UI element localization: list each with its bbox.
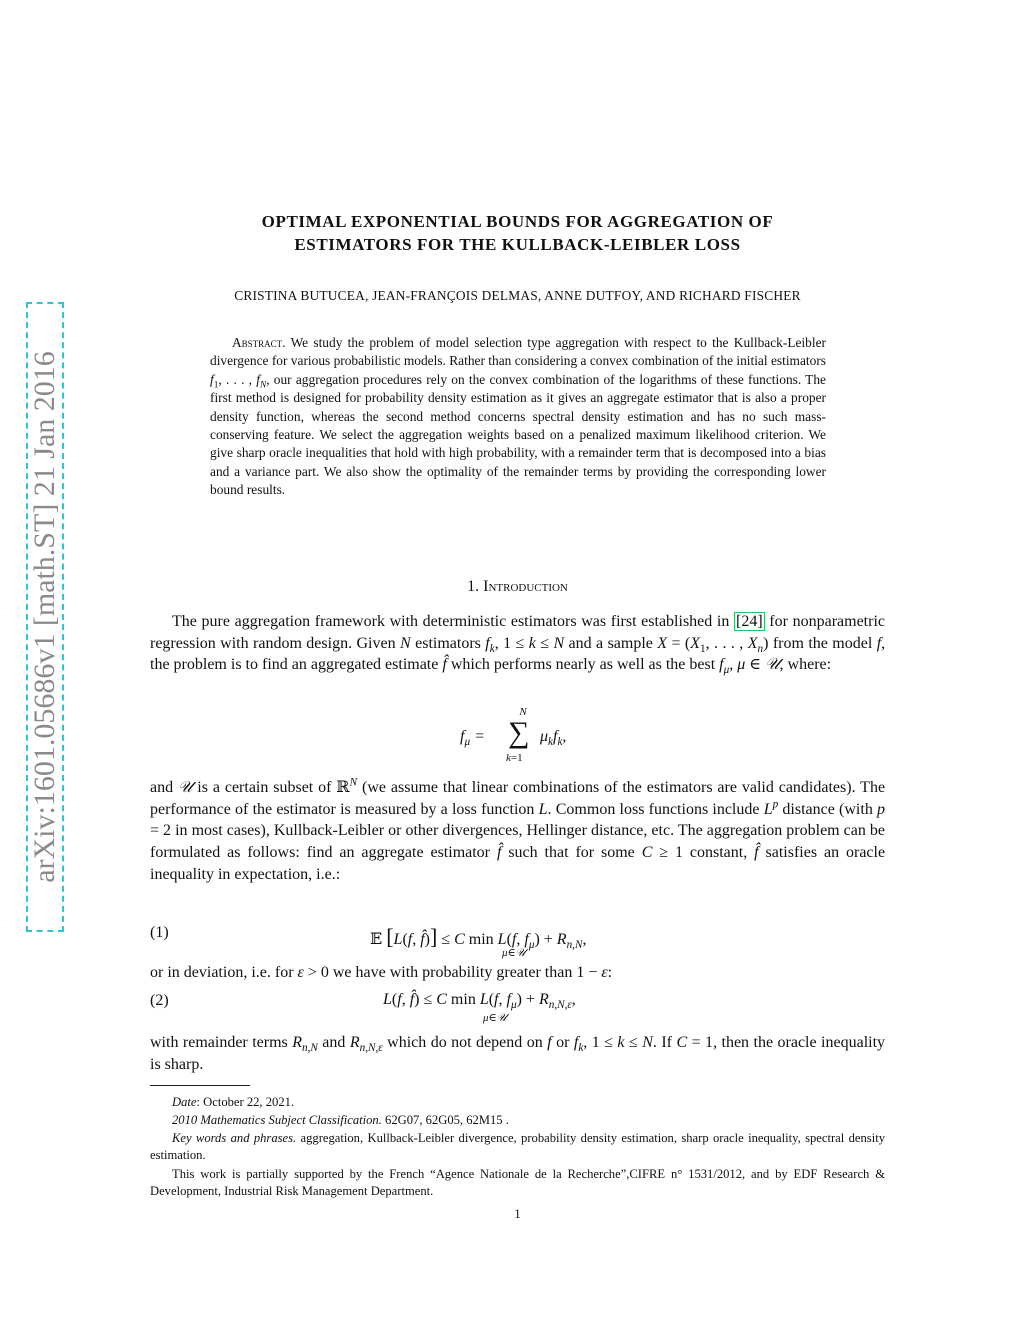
equation-2-number: (2) [150,992,169,1009]
arxiv-id: arXiv:1601.05686v1 [math.ST] 21 Jan 2016 [28,351,61,883]
footnote-msc [150,1112,885,1129]
abstract-math-estimators: f [210,371,214,387]
keywords-value: aggregation, Kullback-Leibler divergence, probability density estimation, sharp oracle inequality, spectral density estimation. [150,1131,885,1162]
text: and [322,1034,346,1051]
text: we have with probability greater than [332,964,573,981]
intro-paragraph-3: or in deviation, i.e. for ε > 0 we have with probability greater than 1 − ε: [150,964,613,981]
text: The pure aggregation framework with deterministic estimators was first established in [172,613,730,630]
keywords-label: Key words and phrases. [172,1131,297,1145]
equation-1: 𝔼 [L(f, f̂)] ≤ C min L(f, $f_\mu) + R_{n,N}$, μ∈𝒰 [370,924,587,959]
text: estimators [415,634,481,652]
text: (we assume that linear combinations of the estimators are valid candidates). The performance of the estimator is measured by a loss function [150,779,886,818]
abstract-label: Abstract. [232,335,286,350]
text: with remainder terms [150,1034,288,1051]
arxiv-stamp[interactable] [26,302,64,932]
intro-paragraph-1: The pure aggregation framework with deterministic estimators was first established in [24] for nonparametric regression with random design. Given N estimators $f_k$, 1 ≤ k ≤ N and a sample $X = (X_1$, . . . , $X_n$) from the model f, the problem is to find an aggregated estimate f̂ which performs nearly as well as the best $f_\mu$, μ ∈ 𝒰, where: [150,613,886,677]
abstract: Abstract. We study the problem of model selection type aggregation with respect to the Kullback-Leibler divergence for various probabilistic models. Rather than considering a convex combination of the initial estimators $f_1$, . . . , $f_N$, our aggregation procedures rely on the convex combination of the logarithms of these functions. The first method is designed for probability density estimation as it gives an aggregate estimator that is also a proper density function, whereas the second method concerns spectral density estimation and has no such mass-conserving feature. We select the aggregation weights based on a penalized maximum likelihood criterion. We give sharp oracle inequalities that hold with high probability, with a remainder term that is decomposed into a bias and a variance part. We also show the optimality of the remainder terms by providing the corresponding lower bound results. [210,335,826,498]
section-number: 1. [467,578,480,595]
date-label: Date [172,1095,197,1109]
text: satisfies an oracle inequality in expectation, i.e.: [150,844,886,883]
intro-paragraph-4: with remainder terms $R_{n,N}$ and $R_{n,N,\varepsilon}$ which do not depend on f or $f_k$, 1 ≤ k ≤ N. If C = 1, then the oracle inequality is sharp. [150,1034,886,1073]
footnote-rule [150,1085,250,1086]
abstract-text-2: , our aggregation procedures rely on the convex combination of the logarithms of these functions. The first method is designed for probability density estimation as it gives an aggregate estimator that is also a proper density function, whereas the second method concerns spectral density estimation and has no such mass-conserving feature. We select the aggregation weights based on a penalized maximum likelihood criterion. We give sharp oracle inequalities that hold with high probability, with a remainder term that is decomposed into a bias and a variance part. We also show the optimality of the remainder terms by providing the corresponding lower bound results. [210,371,826,498]
footnote-keywords [150,1130,885,1163]
text: in most cases), Kullback-Leibler or other divergences, Hellinger distance, etc. The aggregation problem can be formulated as follows: find an aggregate estimator [150,822,885,862]
section-heading [150,578,885,596]
section-title: Introduction [483,578,568,595]
citation-link[interactable]: [24] [736,613,763,630]
equation-2: L(f, f̂) ≤ C min L(f, $f_\mu) + R_{n,N,\varepsilon}$, μ∈𝒰 [383,991,576,1024]
footnote-support: This work is partially supported by the French “Agence Nationale de la Recherche”,CIFRE n° 1531/2012, and by EDF Research & Development, Industrial Risk Management Department. [150,1167,885,1198]
text: or [556,1034,570,1051]
text: constant, [689,844,748,862]
equation-aggregate: $f_\mu$ = N ∑ k=1 $\mu_kf_k$, [460,706,567,764]
text: from the model [772,634,873,652]
msc-value: 62G07, 62G05, 62M15 . [385,1113,509,1127]
text: . If [652,1034,672,1051]
title-line-2: ESTIMATORS FOR THE KULLBACK-LEIBLER LOSS [294,235,741,254]
text: , then the oracle inequality is sharp. [150,1034,886,1073]
text: such that for some [508,844,635,862]
footnote-date [150,1094,885,1111]
paper-title [150,210,885,256]
page-number: 1 [514,1206,521,1221]
text: and [150,779,174,796]
text: which performs nearly as well as the best [450,656,716,674]
msc-label: 2010 Mathematics Subject Classification. [172,1113,382,1127]
text: : [607,964,613,981]
text: or in deviation, i.e. for [150,964,294,981]
intro-paragraph-2: and 𝒰 is a certain subset of ℝ$^N$ (we assume that linear combinations of the estimators are valid candidates). The performance of the estimator is measured by a loss function L. Common loss functions include $L^p$ distance (with p = 2 in most cases), Kullback-Leibler or other divergences, Hellinger distance, etc. The aggregation problem can be formulated as follows: find an aggregate estimator f̂ such that for some C ≥ 1 constant, f̂ satisfies an oracle inequality in expectation, i.e.: [150,776,886,883]
abstract-text-1: We study the problem of model selection type aggregation with respect to the Kullback-Leibler divergence for various probabilistic models. Rather than considering a convex combination of the initial estimators [210,335,826,369]
date-value: : October 22, 2021. [196,1095,295,1109]
equation-1-number: (1) [150,924,169,941]
text: , where: [779,656,832,674]
text: distance (with [782,800,873,818]
text: . Common loss functions include [547,800,760,818]
text: which do not depend on [387,1034,543,1051]
authors: CRISTINA BUTUCEA, JEAN-FRANÇOIS DELMAS, ANNE DUTFOY, AND RICHARD FISCHER [234,288,801,303]
text: is a certain subset of [197,779,332,796]
text: and a sample [568,634,653,652]
title-line-1: OPTIMAL EXPONENTIAL BOUNDS FOR AGGREGATION OF [261,212,774,231]
text: for nonparametric regression with random design. Given [150,613,885,652]
text: , the problem is to find an aggregated estimate [150,634,886,674]
